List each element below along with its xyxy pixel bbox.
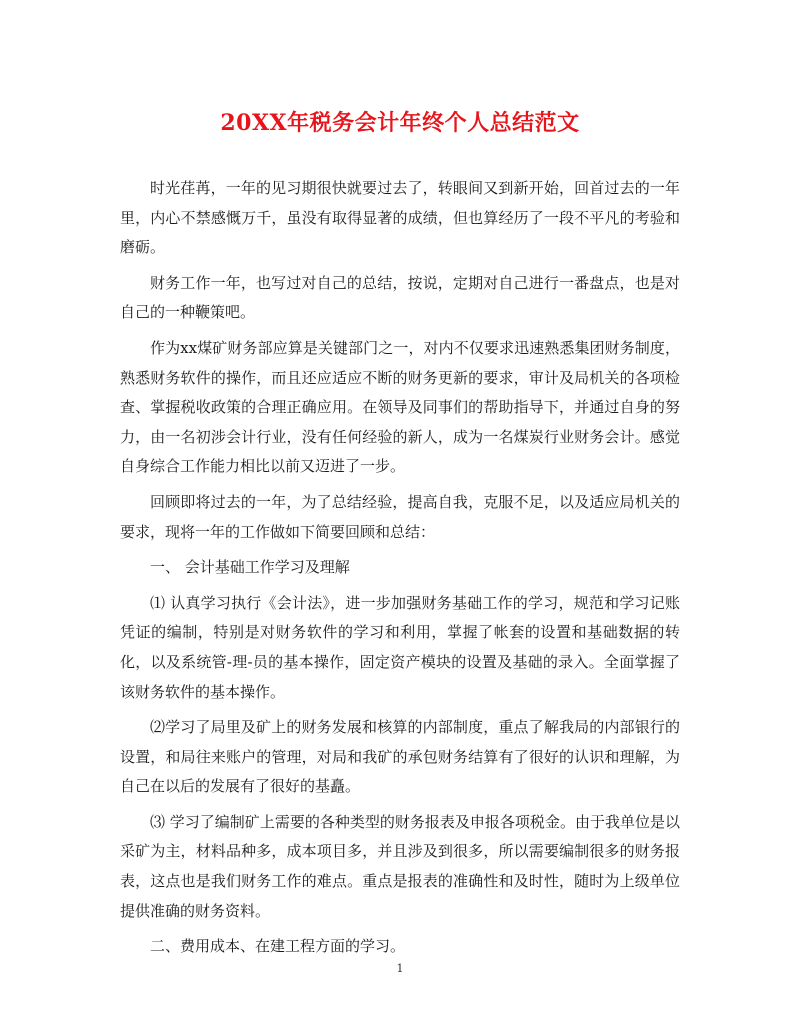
paragraph-role: 作为xx煤矿财务部应算是关键部门之一，对内不仅要求迅速熟悉集团财务制度，熟悉财务软件的操作，而且还应适应不断的财务更新的要求，审计及局机关的各项检查、掌握税收政策的合理正确应用。在领导及同事们的帮助指导下，并通过自身的努力，由一名初涉会计行业，没有任何经验的新人，成为一名煤炭行业财务会计。感觉自身综合工作能力相比以前又迈进了一步。 [120,338,680,476]
list-item-2: ⑵学习了局里及矿上的财务发展和核算的内部制度，重点了解我局的内部银行的设置，和局往来账户的管理，对局和我矿的承包财务结算有了很好的认识和理解，为自己在以后的发展有了很好的基矗。 [120,718,680,796]
paragraph-intro: 时光荏苒，一年的见习期很快就要过去了，转眼间又到新开始，回首过去的一年里，内心不禁感慨万千，虽没有取得显著的成绩，但也算经历了一段不平凡的考验和磨砺。 [120,179,680,257]
document-body [120,174,680,968]
list-item-1: ⑴ 认真学习执行《会计法》，进一步加强财务基础工作的学习，规范和学习记账凭证的编制，特别是对财务软件的学习和利用，掌握了帐套的设置和基础数据的转化，以及系统管-理-员的基本操作，固定资产模块的设置及基础的录入。全面掌握了该财务软件的基本操作。 [120,593,680,701]
list-item-3: ⑶ 学习了编制矿上需要的各种类型的财务报表及申报各项税金。由于我单位是以采矿为主，材料品种多，成本项目多，并且涉及到很多，所以需要编制很多的财务报表，这点也是我们财务工作的难点。重点是报表的准确性和及时性，随时为上级单位提供准确的财务资料。 [120,812,680,920]
section-heading-1: 一、 会计基础工作学习及理解 [150,558,350,577]
section-heading-2: 二、费用成本、在建工程方面的学习。 [150,937,406,956]
paragraph-review: 回顾即将过去的一年，为了总结经验，提高自我，克服不足，以及适应局机关的要求，现将一年的工作做如下简要回顾和总结： [120,492,680,541]
paragraph-reflection: 财务工作一年，也写过对自己的总结，按说，定期对自己进行一番盘点，也是对自己的一种鞭策吧。 [120,273,680,322]
document-title: 20XX年税务会计年终个人总结范文 [220,110,580,136]
page-number: 1 [396,962,404,975]
